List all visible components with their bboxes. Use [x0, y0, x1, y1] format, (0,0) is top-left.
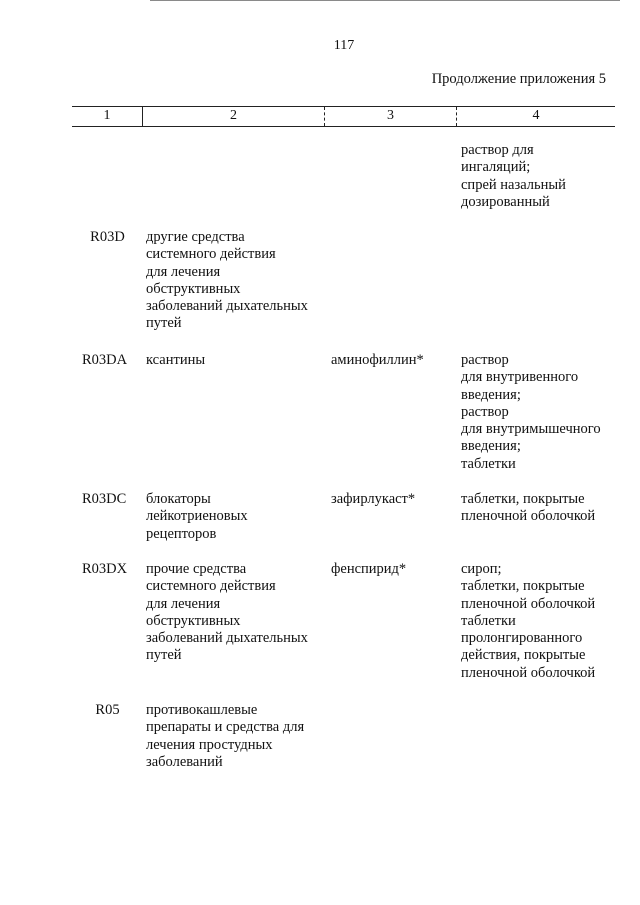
continuation-title: Продолжение приложения 5 — [431, 71, 606, 87]
table-row-3-group: блокаторы лейкотриеновых рецепторов — [146, 491, 248, 542]
header-col-2: 2 — [143, 107, 325, 126]
table-row-5-code: R05 — [95, 702, 120, 718]
table-row-2-code: R03DA — [82, 352, 128, 368]
scan-edge-line — [150, 0, 620, 1]
table-row-2-group: ксантины — [146, 352, 206, 368]
table-row-5-group: противокашлевые препараты и средства для лечения простудных заболеваний — [146, 702, 305, 770]
table-row-3-form: таблетки, покрытые пленочной оболочкой — [461, 491, 596, 525]
table-row-4-form: сироп; таблетки, покрытые пленочной оболочкой таблетки пролонгированного действия, покрытые пленочной оболочкой — [461, 561, 596, 681]
table-row-2-drug: аминофиллин* — [331, 352, 424, 368]
table-row-1-code: R03D — [90, 229, 125, 245]
table-row-3-drug: зафирлукаст* — [331, 491, 416, 507]
table-row-4-code: R03DX — [82, 561, 128, 577]
table-row-0-form: раствор для ингаляций; спрей назальный дозированный — [461, 142, 566, 210]
page-number: 117 — [333, 38, 355, 53]
table-row-3-code: R03DC — [82, 491, 127, 507]
header-col-1: 1 — [72, 107, 143, 126]
header-col-3: 3 — [325, 107, 457, 126]
table-row-4-group: прочие средства системного действия для лечения обструктивных заболеваний дыхательных путей — [146, 561, 308, 664]
table-header-row — [72, 106, 615, 127]
table-row-2-form: раствор для внутривенного введения; раствор для внутримышечного введения; таблетки — [461, 352, 601, 472]
header-col-4: 4 — [532, 108, 540, 123]
table-row-4-drug: фенспирид* — [331, 561, 407, 577]
table-row-1-group: другие средства системного действия для лечения обструктивных заболеваний дыхательных путей — [146, 229, 308, 332]
